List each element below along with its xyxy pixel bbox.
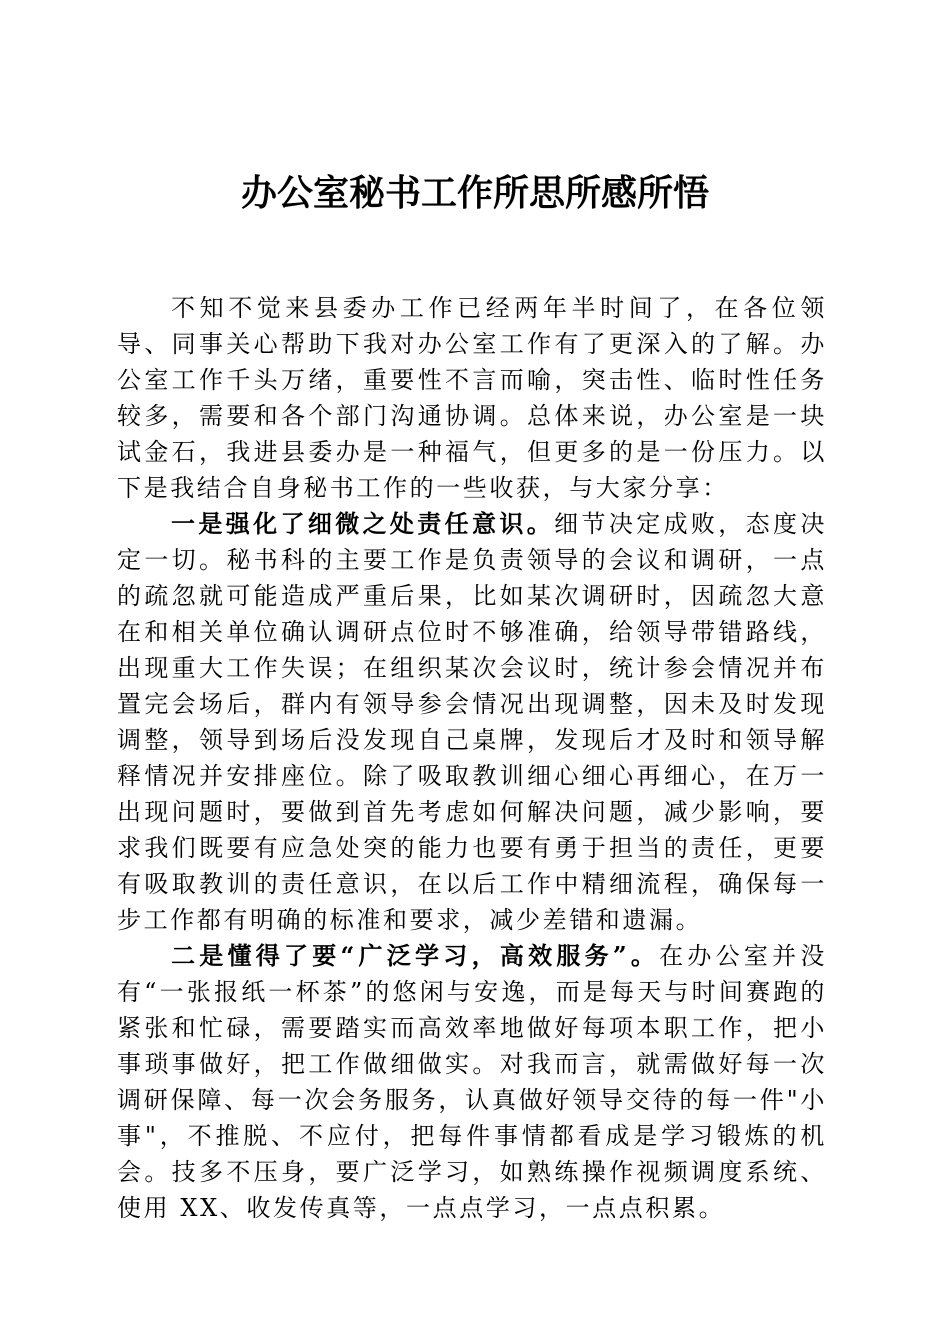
paragraph-lead: 一是强化了细微之处责任意识。 [171, 509, 555, 538]
paragraph-text: 细节决定成败，态度决定一切。秘书科的主要工作是负责领导的会议和调研，一点的疏忽就可能造成严重后果，比如某次调研时，因疏忽大意在和相关单位确认调研点位时不够准确，给领导带错路线，出现重大工作失误；在组织某次会议时，统计参会情况并布置完会场后，群内有领导参会情况出现调整，因未及时发现调整，领导到场后没发现自己桌牌，发现后才及时和领导解释情况并安排座位。除了吸取教训细心细心再细心，在万一出现问题时，要做到首先考虑如何解决问题，减少影响，要求我们既要有应急处突的能力也要有勇于担当的责任，更要有吸取教训的责任意识，在以后工作中精细流程，确保每一步工作都有明确的标准和要求，减少差错和遗漏。 [117, 510, 827, 934]
paragraph-text: 不知不觉来县委办工作已经两年半时间了，在各位领导、同事关心帮助下我对办公室工作有了更深入的了解。办公室工作千头万绪，重要性不言而喻，突击性、临时性任务较多，需要和各个部门沟通协调。总体来说，办公室是一块试金石，我进县委办是一种福气，但更多的是一份压力。以下是我结合自身秘书工作的一些收获，与大家分享： [117, 294, 827, 502]
paragraph-lead: 二是懂得了要“广泛学习，高效服务”。 [171, 941, 660, 970]
paragraph-point-two [117, 938, 827, 1226]
document-title: 办公室秘书工作所思所感所悟 [240, 172, 709, 214]
document-body [117, 290, 827, 1226]
paragraph-point-one [117, 506, 827, 938]
paragraph-text: 在办公室并没有“一张报纸一杯茶”的悠闲与安逸，而是每天与时间赛跑的紧张和忙碌，需要踏实而高效率地做好每项本职工作，把小事琐事做好，把工作做细做实。对我而言，就需做好每一次调研保障、每一次会务服务，认真做好领导交待的每一件"小事"，不推脱、不应付，把每件事情都看成是学习锻炼的机会。技多不压身，要广泛学习，如熟练操作视频调度系统、使用 XX、收发传真等，一点点学习，一点点积累。 [117, 942, 827, 1222]
paragraph-intro [117, 290, 827, 506]
